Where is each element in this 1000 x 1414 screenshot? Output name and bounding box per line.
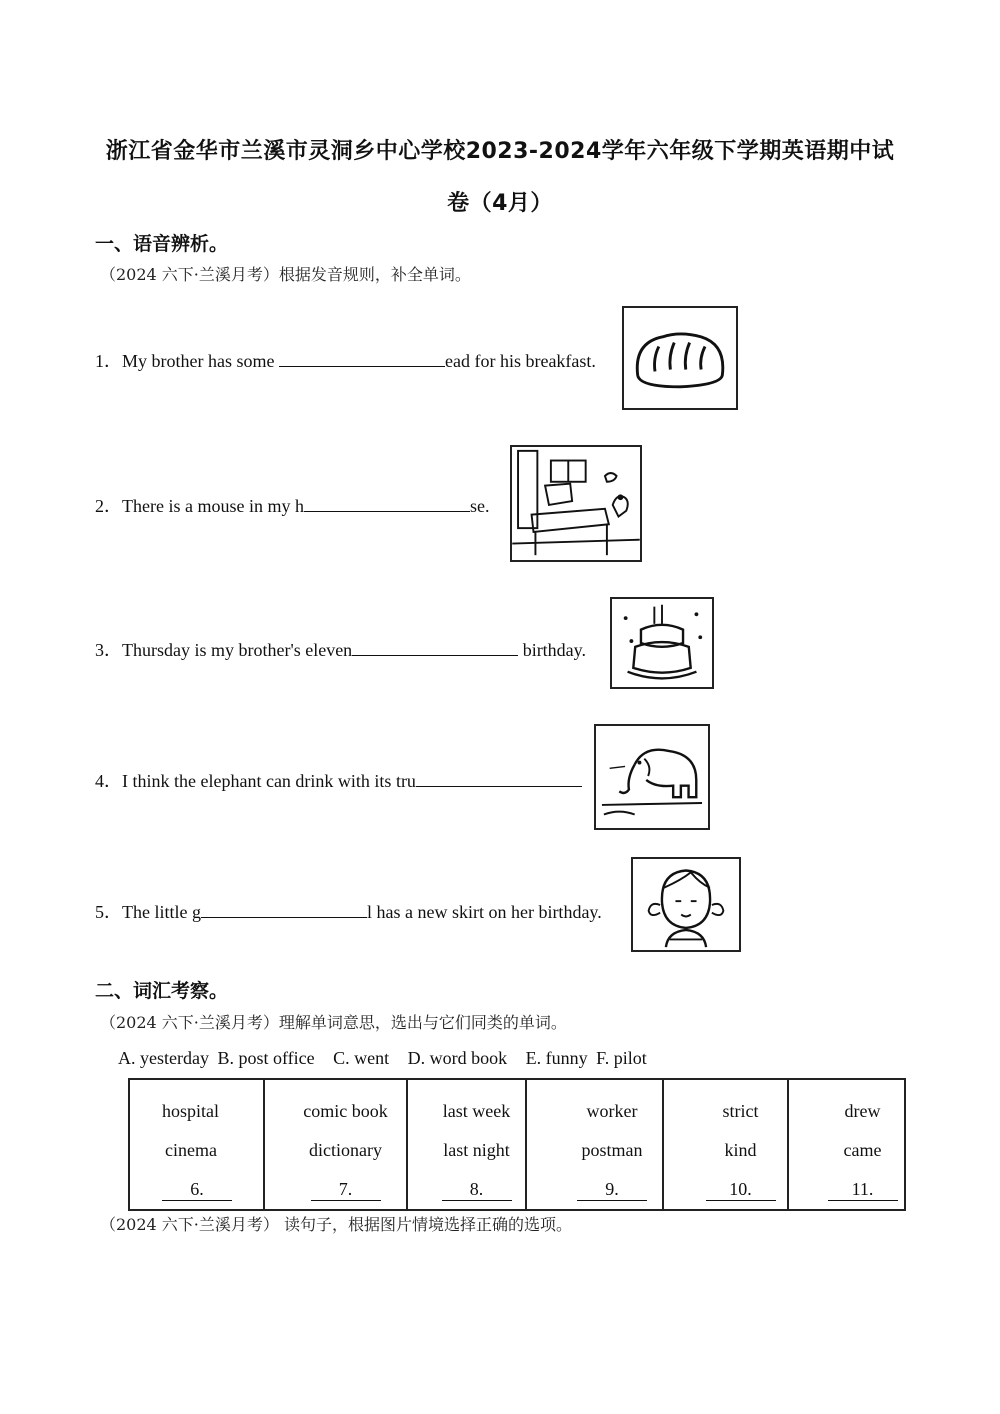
option-e: E. funny	[525, 1048, 588, 1068]
table-row	[129, 1079, 905, 1210]
question-text-before: Thursday is my brother's eleven	[122, 640, 353, 660]
option-b: B. post office	[217, 1048, 315, 1068]
question-4	[95, 767, 582, 793]
section-1-heading: 一、语音辨析。	[95, 233, 229, 255]
question-number: 5．	[95, 902, 122, 922]
question-text-before: The little g	[122, 902, 201, 922]
word-1: hospital	[162, 1101, 219, 1121]
answer-blank[interactable]	[279, 350, 445, 367]
answer-blank[interactable]: 6.	[162, 1178, 232, 1201]
girl-picture	[631, 857, 741, 952]
answer-blank[interactable]: 11.	[828, 1178, 898, 1201]
word-1: worker	[586, 1101, 638, 1121]
answer-blank[interactable]	[304, 495, 470, 512]
section-2-heading: 二、词汇考察。	[95, 980, 229, 1002]
word-2: dictionary	[309, 1140, 382, 1160]
word-1: strict	[722, 1101, 759, 1121]
answer-blank[interactable]	[201, 901, 367, 918]
house-picture	[510, 445, 642, 562]
word-2: cinema	[165, 1140, 217, 1160]
bread-picture	[622, 306, 738, 410]
question-2	[95, 492, 489, 518]
question-5	[95, 898, 602, 924]
elephant-picture	[594, 724, 710, 830]
question-text-before: My brother has some	[122, 351, 279, 371]
word-options	[118, 1048, 661, 1069]
question-number: 1．	[95, 351, 122, 371]
word-1: comic book	[303, 1101, 388, 1121]
section-3-note: （2024 六下·兰溪月考） 读句子，根据图片情境选择正确的选项。	[100, 1215, 572, 1234]
option-c: C. went	[333, 1048, 390, 1068]
answer-blank[interactable]: 7.	[311, 1178, 381, 1201]
answer-blank[interactable]: 8.	[442, 1178, 512, 1201]
word-1: drew	[844, 1101, 881, 1121]
table-cell	[526, 1079, 663, 1210]
page-title-line-1: 浙江省金华市兰溪市灵洞乡中心学校2023-2024学年六年级下学期英语期中试	[105, 139, 895, 164]
table-cell	[264, 1079, 407, 1210]
birthday-cake-picture	[610, 597, 714, 689]
word-2: came	[843, 1140, 882, 1160]
question-number: 4．	[95, 771, 122, 791]
question-number: 2．	[95, 496, 122, 516]
word-2: kind	[724, 1140, 757, 1160]
answer-blank[interactable]: 9.	[577, 1178, 647, 1201]
option-d: D. word book	[407, 1048, 508, 1068]
question-1	[95, 347, 596, 373]
question-text-before: There is a mouse in my h	[122, 496, 304, 516]
question-text-after: ead for his breakfast.	[444, 351, 596, 371]
answer-blank[interactable]	[352, 639, 518, 656]
question-number: 3．	[95, 640, 122, 660]
question-text-after: l has a new skirt on her birthday.	[366, 902, 602, 922]
table-cell	[129, 1079, 264, 1210]
option-f: F. pilot	[596, 1048, 647, 1068]
question-3	[95, 636, 586, 662]
question-text-before: I think the elephant can drink with its tru	[122, 771, 416, 791]
answer-blank[interactable]	[416, 770, 582, 787]
vocabulary-table	[128, 1078, 906, 1211]
word-1: last week	[442, 1101, 511, 1121]
question-text-after: birthday.	[518, 640, 587, 660]
word-2: postman	[581, 1140, 643, 1160]
answer-blank[interactable]: 10.	[706, 1178, 776, 1201]
table-cell	[788, 1079, 905, 1210]
word-2: last night	[443, 1140, 510, 1160]
table-cell	[407, 1079, 526, 1210]
option-a: A. yesterday	[118, 1048, 209, 1068]
section-1-note: （2024 六下·兰溪月考）根据发音规则，补全单词。	[100, 265, 471, 284]
question-text-after: se.	[469, 496, 490, 516]
section-2-note: （2024 六下·兰溪月考）理解单词意思，选出与它们同类的单词。	[100, 1013, 567, 1032]
table-cell	[663, 1079, 788, 1210]
page-title-line-2: 卷（4月）	[447, 191, 553, 216]
